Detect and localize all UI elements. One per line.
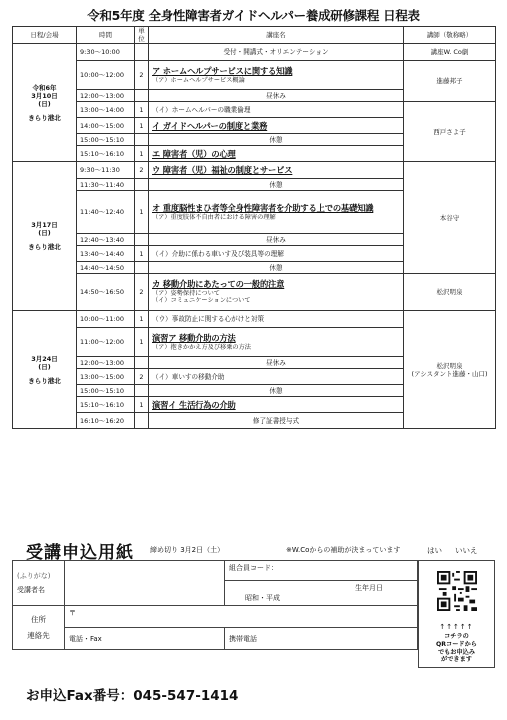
date-line: (日) — [38, 362, 51, 371]
course-cell — [149, 118, 404, 134]
header-unit: 単位 — [135, 27, 149, 44]
course-detail: （イ）コミュニケーションについて — [152, 297, 251, 305]
course-title: 演習ア 移動介助の方法 — [152, 333, 236, 344]
date-line: (日) — [38, 229, 51, 238]
course-title: 演習イ 生活行為の介助 — [152, 399, 236, 410]
course-detail: 修了証書授与式 — [252, 416, 300, 425]
header-date: 日程/会場 — [13, 27, 77, 44]
venue-label: きらり港北 — [28, 113, 61, 122]
instructor-cell: 講座W. Co劇 — [404, 44, 496, 61]
venue-label: きらり港北 — [28, 376, 61, 385]
time-cell: 11:30〜11:40 — [77, 179, 135, 191]
date-line: 令和6年 — [32, 83, 57, 92]
date-venue-cell — [13, 311, 77, 429]
header-course: 講座名 — [149, 27, 404, 44]
time-cell: 12:40〜13:40 — [77, 234, 135, 246]
time-cell: 14:40〜14:50 — [77, 262, 135, 274]
time-cell: 11:00〜12:00 — [77, 328, 135, 357]
unit-cell: 2 — [135, 61, 149, 90]
unit-cell: 2 — [135, 369, 149, 385]
address-label-cell — [13, 606, 65, 650]
course-cell — [149, 134, 404, 146]
time-cell: 13:00〜14:00 — [77, 102, 135, 118]
course-detail: 休憩 — [269, 386, 283, 395]
header-instructor: 講師（敬称略） — [404, 27, 496, 44]
qr-arrows: ↑↑↑↑↑ — [439, 623, 474, 631]
course-title: オ 重度脳性まひ者等全身性障害者を介助する上での基礎知識 — [152, 203, 374, 214]
member-code-label: 組合員コード： — [229, 564, 278, 572]
schedule-row — [13, 61, 496, 90]
schedule-row — [13, 102, 496, 118]
course-cell — [149, 179, 404, 191]
course-detail: 昼休み — [266, 235, 286, 244]
unit-cell: 1 — [135, 246, 149, 262]
course-detail: 休憩 — [269, 135, 283, 144]
unit-cell: 2 — [135, 162, 149, 179]
course-detail: 受付・開講式・オリエンテーション — [223, 48, 329, 57]
qr-note — [419, 633, 494, 664]
course-detail: （イ）車いすの移動介助 — [152, 372, 225, 381]
date-line: 3月17日 — [31, 221, 58, 230]
course-cell — [149, 385, 404, 397]
date-venue-cell — [13, 44, 77, 162]
unit-cell — [135, 385, 149, 397]
schedule-row — [13, 44, 496, 61]
schedule-row — [13, 274, 496, 311]
unit-cell — [135, 134, 149, 146]
unit-cell — [135, 179, 149, 191]
course-detail: （イ）ホームヘルパーの職業倫理 — [152, 105, 251, 114]
instructor-cell: 西戸さよ子 — [404, 102, 496, 162]
time-cell: 14:00〜15:00 — [77, 118, 135, 134]
address-label: 住所 — [31, 615, 46, 624]
course-detail: （イ）介助に係わる車いす及び装具等の理解 — [152, 249, 284, 258]
course-cell — [149, 413, 404, 429]
schedule-body — [13, 44, 496, 429]
qr-code-icon[interactable] — [437, 571, 477, 611]
address-field[interactable] — [65, 606, 418, 628]
course-detail: 休憩 — [269, 180, 283, 189]
course-title: ウ 障害者（児）福祉の制度とサービス — [152, 165, 293, 176]
course-detail: 休憩 — [269, 263, 283, 272]
schedule-row — [13, 311, 496, 328]
course-detail: （ア）抱きかかえ方及び移乗の方法 — [152, 343, 251, 351]
postal-mark: 〒 — [69, 609, 76, 617]
schedule-row — [13, 162, 496, 179]
time-cell: 16:10〜16:20 — [77, 413, 135, 429]
instructor-cell: 松沢明泉 (アシスタント進藤・山口) — [404, 311, 496, 429]
unit-cell: 1 — [135, 102, 149, 118]
qr-note-line: ができます — [441, 656, 472, 664]
instructor-cell: 本谷守 — [404, 162, 496, 274]
time-cell: 9:30〜10:00 — [77, 44, 135, 61]
mobile-field[interactable] — [225, 628, 418, 650]
time-cell: 9:30〜11:30 — [77, 162, 135, 179]
tel-fax-field[interactable] — [65, 628, 225, 650]
member-code-field[interactable] — [225, 561, 418, 581]
time-cell: 13:40〜14:40 — [77, 246, 135, 262]
unit-cell — [135, 413, 149, 429]
course-detail: （ウ）事故防止に関する心がけと対策 — [152, 315, 265, 324]
header-time: 時間 — [77, 27, 135, 44]
subsidy-no-option[interactable]: いいえ — [455, 546, 478, 555]
date-line: 3月24日 — [31, 354, 58, 363]
time-cell: 14:50〜16:50 — [77, 274, 135, 311]
unit-cell: 1 — [135, 146, 149, 162]
course-cell — [149, 61, 404, 90]
unit-cell — [135, 234, 149, 246]
course-cell — [149, 274, 404, 311]
course-cell — [149, 102, 404, 118]
fax-number: お申込Fax番号：045-547-1414 — [26, 688, 239, 704]
course-cell — [149, 44, 404, 61]
contact-label: 連絡先 — [27, 631, 50, 640]
time-cell: 11:40〜12:40 — [77, 191, 135, 234]
subsidy-yes-option[interactable]: はい — [427, 546, 442, 555]
mobile-label: 携帯電話 — [229, 634, 257, 643]
course-title: ア ホームヘルプサービスに関する知識 — [152, 66, 293, 77]
course-cell — [149, 357, 404, 369]
qr-note-line: QRコードから — [436, 640, 477, 648]
unit-cell: 1 — [135, 191, 149, 234]
unit-cell: 1 — [135, 397, 149, 413]
page-title: 令和5年度 全身性障害者ガイドヘルパー養成研修課程 日程表 — [87, 8, 420, 23]
unit-cell: 2 — [135, 274, 149, 311]
unit-cell — [135, 90, 149, 102]
course-title: エ 障害者（児）の心理 — [152, 148, 236, 159]
course-detail: 昼休み — [266, 91, 286, 100]
course-cell — [149, 397, 404, 413]
course-detail: （ア）重度肢体不自由者における障害の理解 — [152, 213, 276, 221]
application-deadline: 締め切り 3月2日（土） — [150, 546, 225, 554]
era-label: 昭和・平成 — [245, 594, 280, 602]
time-cell: 13:00〜15:00 — [77, 369, 135, 385]
name-label: 受講者名 — [17, 586, 45, 594]
date-line: 3月10日 — [31, 91, 58, 100]
schedule-table — [12, 26, 496, 429]
course-cell — [149, 311, 404, 328]
course-cell — [149, 191, 404, 234]
time-cell: 12:00〜13:00 — [77, 90, 135, 102]
qr-note-line: コチラの — [444, 633, 469, 640]
course-title: カ 移動介助にあたっての一般的注意 — [152, 279, 285, 290]
course-cell — [149, 162, 404, 179]
course-detail: （ア）ホームヘルプサービス概論 — [152, 76, 245, 84]
name-label-cell — [13, 561, 65, 606]
date-venue-cell — [13, 162, 77, 311]
course-cell — [149, 90, 404, 102]
time-cell: 10:00〜11:00 — [77, 311, 135, 328]
name-field[interactable] — [65, 561, 225, 606]
time-cell: 15:00〜15:10 — [77, 134, 135, 146]
qr-note-line: でもお申込み — [437, 648, 476, 656]
time-cell: 15:10〜16:10 — [77, 146, 135, 162]
course-cell — [149, 234, 404, 246]
course-detail: （ア）姿勢保持について — [152, 289, 220, 297]
course-title: イ ガイドヘルパーの制度と業務 — [152, 120, 268, 131]
course-cell — [149, 369, 404, 385]
instructor-cell: 進藤邦子 — [404, 61, 496, 102]
course-cell — [149, 328, 404, 357]
time-cell: 15:10〜16:10 — [77, 397, 135, 413]
birthday-field[interactable] — [225, 581, 418, 606]
furigana-label: (ふりがな) — [17, 572, 51, 580]
course-cell — [149, 262, 404, 274]
venue-label: きらり港北 — [28, 243, 61, 252]
time-cell: 15:00〜15:10 — [77, 385, 135, 397]
schedule-header-row — [13, 27, 496, 44]
course-cell — [149, 146, 404, 162]
tel-fax-label: 電話・Fax — [69, 634, 102, 643]
qr-box — [418, 560, 495, 668]
course-cell — [149, 246, 404, 262]
instructor-cell: 松沢明泉 — [404, 274, 496, 311]
birthday-label: 生年月日 — [355, 584, 383, 592]
unit-cell — [135, 357, 149, 369]
unit-cell: 1 — [135, 328, 149, 357]
subsidy-question: ※W.Coからの補助が決まっています — [286, 546, 401, 554]
application-title: 受講申込用紙 — [26, 543, 134, 563]
application-form — [12, 560, 418, 650]
time-cell: 10:00〜12:00 — [77, 61, 135, 90]
unit-cell: 1 — [135, 311, 149, 328]
date-line: (日) — [38, 99, 51, 108]
time-cell: 12:00〜13:00 — [77, 357, 135, 369]
unit-cell — [135, 44, 149, 61]
course-detail: 昼休み — [266, 358, 286, 367]
unit-cell: 1 — [135, 118, 149, 134]
unit-cell — [135, 262, 149, 274]
